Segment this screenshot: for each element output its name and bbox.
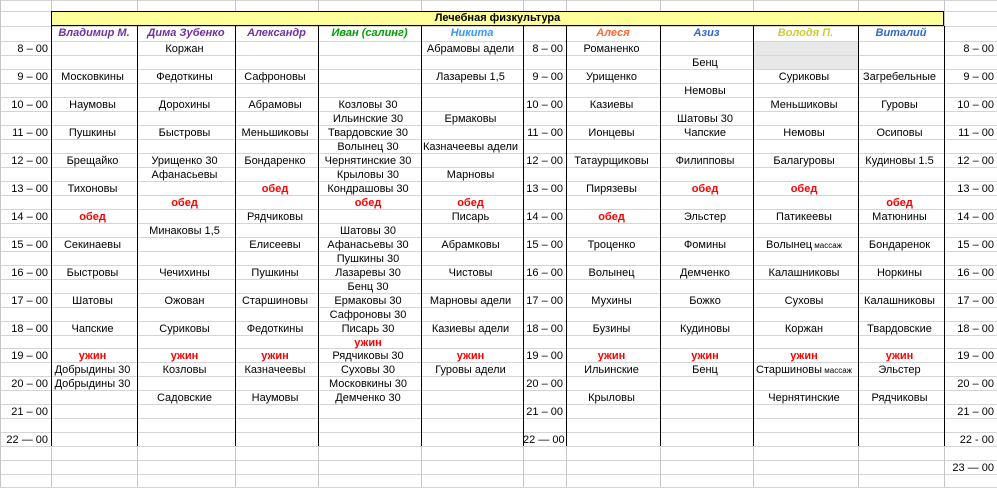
- dinner-marker[interactable]: ужин: [456, 350, 485, 362]
- column-header[interactable]: Иван (салинг): [331, 27, 408, 39]
- patient-cell[interactable]: Дорохины: [158, 99, 211, 111]
- time-label[interactable]: 20 – 00: [11, 378, 48, 390]
- patient-cell[interactable]: Эльстер: [683, 211, 727, 223]
- patient-cell[interactable]: Наумовы: [251, 392, 299, 404]
- patient-cell[interactable]: Пушкины 30: [336, 253, 400, 265]
- time-label[interactable]: 9 – 00: [532, 71, 563, 83]
- lunch-marker[interactable]: обед: [886, 197, 913, 209]
- patient-cell[interactable]: [753, 238, 855, 252]
- time-label[interactable]: 18 – 00: [957, 323, 994, 335]
- patient-cell[interactable]: Быстровы: [158, 127, 211, 139]
- dinner-marker[interactable]: ужин: [170, 350, 199, 362]
- patient-cell[interactable]: Наумовы: [69, 99, 116, 111]
- patient-cell[interactable]: Урищенко 30: [151, 155, 218, 167]
- time-label[interactable]: 12 – 00: [526, 155, 563, 167]
- patient-cell[interactable]: Калашниковы: [768, 267, 840, 279]
- column-header[interactable]: Алеся: [596, 27, 630, 39]
- patient-cell[interactable]: Татаурщиковы: [574, 155, 649, 167]
- lunch-marker[interactable]: обед: [171, 197, 198, 209]
- patient-cell[interactable]: Казиевы: [589, 99, 634, 111]
- patient-cell[interactable]: Крыловы: [588, 392, 635, 404]
- patient-cell[interactable]: Старшиновы: [241, 295, 308, 307]
- patient-name: Волынец: [765, 239, 813, 251]
- patient-cell[interactable]: Писарь: [451, 211, 490, 223]
- patient-cell[interactable]: Быстровы: [66, 267, 119, 279]
- patient-cell[interactable]: Лазаревы 30: [335, 267, 401, 279]
- time-label[interactable]: 9 – 00: [963, 71, 994, 83]
- patient-cell[interactable]: Добрыдины 30: [54, 364, 131, 376]
- patient-cell[interactable]: Суриковы: [159, 323, 210, 335]
- dinner-marker[interactable]: ужин: [261, 350, 289, 362]
- lunch-marker[interactable]: обед: [79, 211, 106, 223]
- patient-cell[interactable]: Казначеевы адели: [422, 141, 519, 153]
- patient-cell[interactable]: Шатовы 30: [339, 225, 397, 237]
- patient-cell[interactable]: Коржан: [165, 43, 204, 55]
- patient-cell[interactable]: Рядчиковы: [246, 211, 304, 223]
- patient-cell[interactable]: Суриковы: [778, 71, 830, 83]
- patient-cell[interactable]: Урищенко: [586, 71, 637, 83]
- time-label[interactable]: 19 – 00: [526, 350, 563, 362]
- patient-cell[interactable]: Шатовы 30: [676, 113, 734, 125]
- patient-cell[interactable]: Рядчиковы 30: [332, 350, 404, 362]
- row-gridline: [0, 446, 997, 447]
- patient-cell[interactable]: Марновы: [446, 169, 495, 181]
- time-label[interactable]: 10 – 00: [526, 99, 563, 111]
- patient-cell[interactable]: Троценко: [587, 239, 636, 251]
- patient-cell[interactable]: Норкины: [876, 267, 923, 279]
- patient-cell[interactable]: Ионцевы: [588, 127, 635, 139]
- lunch-marker[interactable]: обед: [790, 183, 818, 195]
- patient-cell[interactable]: Ожован: [164, 295, 205, 307]
- patient-cell[interactable]: Коржан: [784, 323, 824, 335]
- patient-cell[interactable]: Кудиновы 1.5: [865, 155, 934, 167]
- time-label[interactable]: 8 – 00: [532, 43, 563, 55]
- patient-cell[interactable]: Сафроновы 30: [329, 309, 407, 321]
- time-label[interactable]: 15 – 00: [957, 239, 994, 251]
- row-gridline: [0, 474, 997, 475]
- time-label[interactable]: 14 – 00: [526, 211, 563, 223]
- patient-cell[interactable]: Козловы 30: [338, 99, 398, 111]
- time-label[interactable]: 14 – 00: [957, 211, 994, 223]
- patient-cell[interactable]: Меньшиковы: [770, 99, 838, 111]
- time-label[interactable]: 11 – 00: [12, 127, 48, 139]
- dinner-marker[interactable]: ужин: [78, 350, 107, 362]
- time-label[interactable]: 12 – 00: [11, 155, 48, 167]
- time-label[interactable]: 9 – 00: [17, 71, 48, 83]
- column-header[interactable]: Александр: [247, 27, 306, 39]
- patient-cell[interactable]: Бузины: [592, 323, 631, 335]
- row-gridline: [0, 0, 997, 1]
- massage-note: массаж: [822, 366, 852, 375]
- patient-cell[interactable]: Мухины: [591, 295, 632, 307]
- time-label[interactable]: 21 – 00: [11, 406, 48, 418]
- row-gridline: [0, 432, 997, 433]
- patient-cell[interactable]: Писарь 30: [341, 323, 395, 335]
- patient-cell[interactable]: Патикеевы: [776, 211, 832, 223]
- patient-cell[interactable]: Марновы адели: [429, 295, 512, 307]
- massage-note: массаж: [812, 241, 842, 250]
- patient-cell[interactable]: Ильинские 30: [332, 113, 404, 125]
- time-label[interactable]: 21 – 00: [957, 406, 994, 418]
- patient-cell[interactable]: Бенц: [692, 57, 718, 69]
- time-label[interactable]: 16 – 00: [526, 267, 563, 279]
- time-label[interactable]: 8 – 00: [963, 43, 994, 55]
- patient-cell[interactable]: Федоткины: [156, 71, 213, 83]
- patient-cell[interactable]: Тихоновы: [67, 183, 118, 195]
- patient-cell[interactable]: Садовские: [156, 392, 213, 404]
- patient-cell[interactable]: Сафроновы: [244, 71, 306, 83]
- column-header[interactable]: Володя П.: [777, 27, 834, 39]
- patient-cell[interactable]: Брещайко: [66, 155, 119, 167]
- patient-cell[interactable]: Балагуровы: [773, 155, 835, 167]
- column-header[interactable]: Дима Зубенко: [147, 27, 225, 39]
- patient-cell[interactable]: Пирязевы: [586, 183, 637, 195]
- time-label[interactable]: 23 — 00: [952, 462, 994, 474]
- patient-cell[interactable]: [753, 363, 855, 377]
- gray-cell-fill: [754, 42, 858, 55]
- patient-cell[interactable]: Кондрашовы 30: [327, 183, 409, 195]
- patient-cell[interactable]: Чернятинские: [768, 392, 840, 404]
- column-header[interactable]: Азиз: [693, 27, 720, 39]
- patient-cell[interactable]: Афанасьевы: [151, 169, 218, 181]
- patient-cell[interactable]: Добрыдины 30: [54, 378, 131, 390]
- patient-cell[interactable]: Меньшиковы: [241, 127, 309, 139]
- col-divider: [235, 26, 236, 446]
- patient-cell[interactable]: Чапские: [684, 127, 726, 139]
- time-label[interactable]: 21 – 00: [526, 406, 563, 418]
- row-gridline: [0, 460, 997, 461]
- dinner-marker[interactable]: ужин: [597, 350, 626, 362]
- patient-cell[interactable]: Елисеевы: [249, 239, 301, 251]
- lunch-marker[interactable]: обед: [691, 183, 719, 195]
- patient-cell[interactable]: Суховы 30: [341, 364, 395, 376]
- col-divider: [566, 26, 567, 446]
- patient-cell[interactable]: Рядчиковы: [871, 392, 928, 404]
- time-label[interactable]: 8 – 00: [17, 43, 48, 55]
- sheet-title[interactable]: Лечебная физкультура: [51, 11, 944, 26]
- row-gridline: [0, 418, 997, 419]
- patient-cell[interactable]: Бенц 30: [347, 281, 389, 293]
- patient-cell[interactable]: Чистовы: [448, 267, 493, 279]
- patient-cell[interactable]: Демченко 30: [335, 392, 401, 404]
- patient-cell[interactable]: Секинаевы: [63, 239, 122, 251]
- patient-cell[interactable]: Суховы: [784, 295, 824, 307]
- time-label[interactable]: 19 – 00: [11, 350, 48, 362]
- patient-cell[interactable]: Твардовские: [867, 323, 932, 335]
- patient-cell[interactable]: Немовы: [684, 85, 726, 97]
- patient-cell[interactable]: Афанасьевы 30: [327, 239, 409, 251]
- patient-cell[interactable]: Казиевы адели: [431, 323, 510, 335]
- patient-cell[interactable]: Ильинские: [584, 364, 639, 376]
- time-label[interactable]: 14 – 00: [11, 211, 48, 223]
- patient-cell[interactable]: Козловы: [162, 364, 207, 376]
- patient-cell[interactable]: Чапские: [71, 323, 114, 335]
- lunch-marker[interactable]: обед: [598, 211, 625, 223]
- time-label[interactable]: 15 – 00: [526, 239, 563, 251]
- lunch-marker[interactable]: обед: [354, 197, 382, 209]
- dinner-marker[interactable]: ужин: [354, 337, 382, 349]
- time-label[interactable]: 17 – 00: [526, 295, 563, 307]
- patient-cell[interactable]: Эльстер: [878, 364, 921, 376]
- patient-cell[interactable]: Пушкины: [68, 127, 117, 139]
- column-header[interactable]: Виталий: [875, 27, 927, 39]
- patient-cell[interactable]: Гуровы: [881, 99, 918, 111]
- time-label[interactable]: 13 – 00: [957, 183, 994, 195]
- time-label[interactable]: 11 – 00: [958, 127, 994, 139]
- gray-cell-fill: [754, 56, 858, 69]
- time-label[interactable]: 16 – 00: [957, 267, 994, 279]
- patient-cell[interactable]: Московкины 30: [328, 378, 408, 390]
- patient-cell[interactable]: Загребельные: [862, 71, 937, 83]
- time-label[interactable]: 10 – 00: [957, 99, 994, 111]
- patient-cell[interactable]: Абрамовы: [248, 99, 302, 111]
- patient-cell[interactable]: Чернятинские 30: [324, 155, 412, 167]
- patient-cell[interactable]: Московкины: [61, 71, 124, 83]
- time-label[interactable]: 18 – 00: [526, 323, 563, 335]
- time-label[interactable]: 22 - 00: [959, 434, 994, 446]
- patient-cell[interactable]: Фомины: [683, 239, 727, 251]
- patient-cell[interactable]: Ермаковы 30: [334, 295, 402, 307]
- patient-cell[interactable]: Осиповы: [876, 127, 923, 139]
- patient-cell[interactable]: Романенко: [583, 43, 640, 55]
- patient-cell[interactable]: Твардовские 30: [327, 127, 409, 139]
- time-label[interactable]: 19 – 00: [957, 350, 994, 362]
- time-label[interactable]: 11 – 00: [527, 127, 563, 139]
- dinner-marker[interactable]: ужин: [691, 350, 719, 362]
- patient-cell[interactable]: Лазаревы 1,5: [436, 71, 505, 83]
- patient-cell[interactable]: Бондаренок: [868, 239, 931, 251]
- patient-cell[interactable]: Казначеевы: [244, 364, 306, 376]
- patient-cell[interactable]: Минаковы 1,5: [149, 225, 220, 237]
- time-label[interactable]: 15 – 00: [11, 239, 48, 251]
- column-header[interactable]: Никита: [450, 27, 494, 39]
- column-header[interactable]: Владимир М.: [58, 27, 130, 39]
- lunch-marker[interactable]: обед: [261, 183, 289, 195]
- patient-cell[interactable]: Абрамковы: [441, 239, 500, 251]
- patient-cell[interactable]: Кудиновы: [679, 323, 731, 335]
- patient-cell[interactable]: Волынец: [588, 267, 635, 279]
- patient-cell[interactable]: Демченко: [679, 267, 731, 279]
- time-label[interactable]: 13 – 00: [526, 183, 563, 195]
- patient-cell[interactable]: Ермаковы: [444, 113, 497, 125]
- lunch-marker[interactable]: обед: [457, 197, 484, 209]
- time-label[interactable]: 10 – 00: [11, 99, 48, 111]
- time-label[interactable]: 17 – 00: [11, 295, 48, 307]
- patient-cell[interactable]: Волынец 30: [337, 141, 399, 153]
- patient-name: Старшиновы: [756, 364, 823, 376]
- time-label[interactable]: 22 — 00: [6, 434, 48, 446]
- time-label[interactable]: 22 — 00: [523, 434, 565, 446]
- time-label[interactable]: 20 – 00: [526, 378, 563, 390]
- time-label[interactable]: 18 – 00: [11, 323, 48, 335]
- col-divider: [421, 26, 422, 446]
- col-divider: [753, 26, 754, 446]
- patient-cell[interactable]: Филипповы: [675, 155, 735, 167]
- time-label[interactable]: 17 – 00: [957, 295, 994, 307]
- patient-cell[interactable]: Федоткины: [246, 323, 304, 335]
- patient-cell[interactable]: Гуровы адели: [435, 364, 506, 376]
- patient-cell[interactable]: Чечихины: [159, 267, 210, 279]
- time-label[interactable]: 16 – 00: [11, 267, 48, 279]
- patient-cell[interactable]: Крыловы 30: [336, 169, 400, 181]
- dinner-marker[interactable]: ужин: [885, 350, 914, 362]
- patient-cell[interactable]: Матюнины: [872, 211, 927, 223]
- patient-cell[interactable]: Шатовы: [72, 295, 113, 307]
- patient-cell[interactable]: Бенц: [692, 364, 718, 376]
- time-label[interactable]: 20 – 00: [957, 378, 994, 390]
- time-label[interactable]: 13 – 00: [11, 183, 48, 195]
- patient-cell[interactable]: Калашниковы: [864, 295, 935, 307]
- dinner-marker[interactable]: ужин: [790, 350, 818, 362]
- patient-cell[interactable]: Божко: [689, 295, 721, 307]
- time-label[interactable]: 12 – 00: [957, 155, 994, 167]
- col-divider: [858, 26, 859, 446]
- patient-cell[interactable]: Бондаренко: [244, 155, 306, 167]
- patient-cell[interactable]: Немовы: [783, 127, 825, 139]
- patient-cell[interactable]: Пушкины: [251, 267, 299, 279]
- patient-cell[interactable]: Абрамовы адели: [426, 43, 515, 55]
